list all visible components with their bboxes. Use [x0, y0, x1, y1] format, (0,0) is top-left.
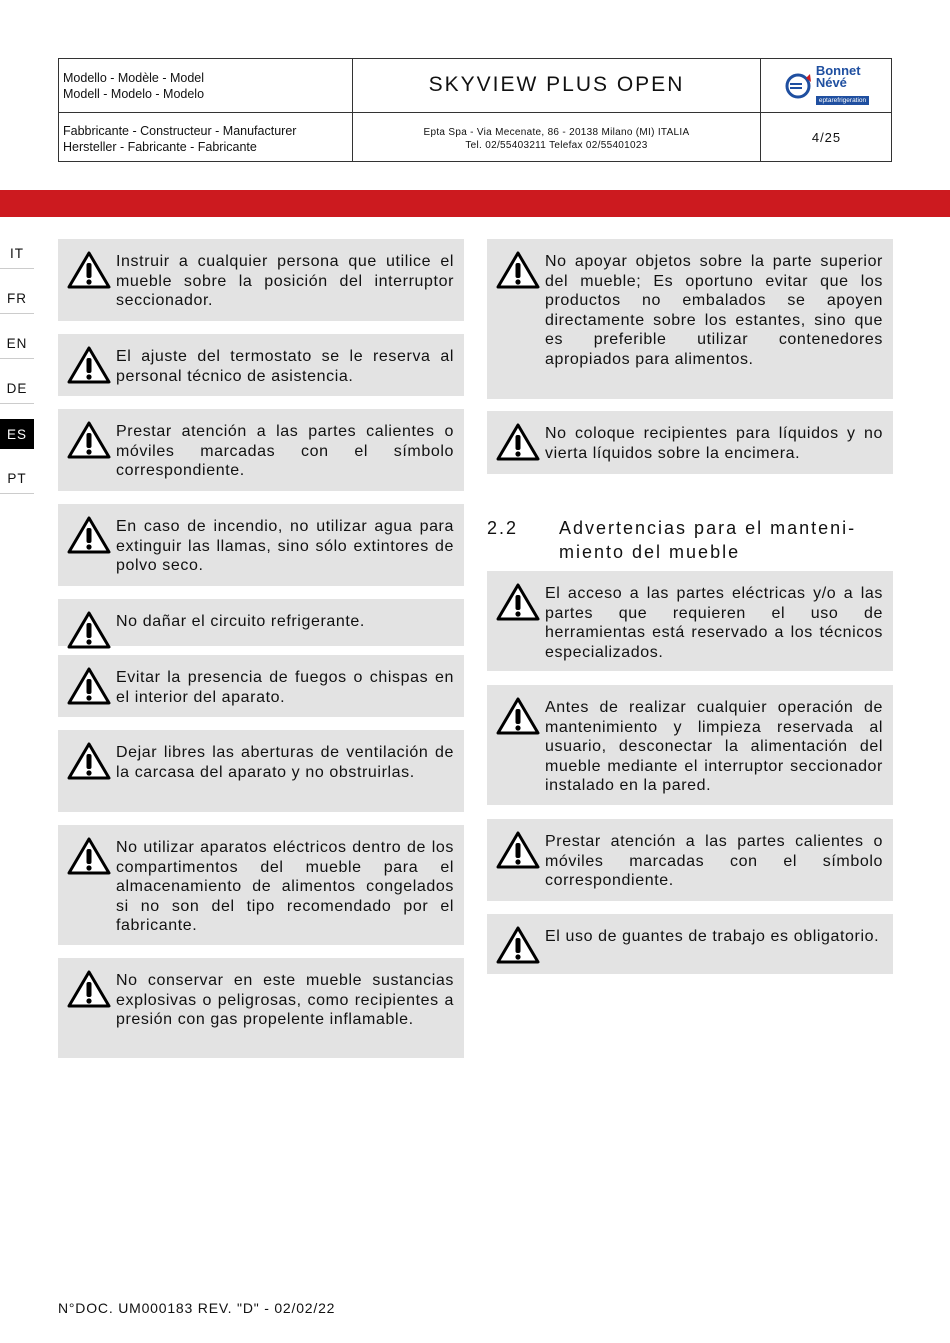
- warning-box: [487, 571, 893, 671]
- manufacturer-label-line: Hersteller - Fabricante - Fabricante: [63, 140, 257, 154]
- warning-text: En caso de incendio, no utilizar agua para extinguir las llamas, sino sólo extintores de polvo seco.: [116, 518, 454, 574]
- warning-triangle-icon: [496, 926, 540, 964]
- warning-text: No conservar en este mueble sustancias explosivas o peligrosas, como recipientes a presión con gas propelente inflamable.: [116, 972, 454, 1028]
- warning-box: [58, 599, 464, 646]
- warning-box: [58, 730, 464, 812]
- section-title-line: Advertencias para el manteni-: [559, 518, 857, 538]
- warning-triangle-icon: [496, 831, 540, 869]
- warning-box: [58, 409, 464, 491]
- warning-text: El uso de guantes de trabajo es obligatorio.: [545, 928, 880, 945]
- section-number: 2.2: [487, 518, 519, 538]
- warning-triangle-icon: [67, 667, 111, 705]
- warning-box: [487, 685, 893, 805]
- warning-text: Prestar atención a las partes calientes o móviles marcadas con el símbolo correspondiente.: [116, 423, 454, 479]
- warning-triangle-icon: [67, 970, 111, 1008]
- warning-triangle-icon: [67, 611, 111, 649]
- language-tab-it[interactable]: IT: [0, 239, 34, 269]
- warning-triangle-icon: [496, 697, 540, 735]
- warning-text: No apoyar objetos sobre la parte superior del mueble; Es oportuno evitar que los productos no embalados se apoyen directamente sobre los estantes, sino que es preferible utilizar contenedores apropiados para alimentos.: [545, 253, 883, 368]
- warning-text: Dejar libres las aberturas de ventilación de la carcasa del aparato y no obstruirlas.: [116, 744, 454, 781]
- warning-text: El acceso a las partes eléctricas y/o a las partes que requieren el uso de herramientas está reservado a los técnicos especializados.: [545, 585, 883, 661]
- model-name: SKYVIEW PLUS OPEN: [428, 73, 685, 96]
- document-header: [58, 58, 892, 162]
- logo-subtext: eptarefrigeration: [816, 96, 869, 105]
- manufacturer-label-line: Fabbricante - Constructeur - Manufacturer: [63, 124, 297, 138]
- model-label-line: Modello - Modèle - Model: [63, 71, 205, 85]
- warning-triangle-icon: [67, 346, 111, 384]
- section-heading: [487, 516, 857, 562]
- warning-text: No utilizar aparatos eléctricos dentro de los compartimentos del mueble para el almacenamiento de alimentos congelados si no son del tipo recomendado por el fabricante.: [116, 839, 454, 934]
- manufacturer-label: [63, 123, 351, 155]
- warning-box: [487, 819, 893, 901]
- warning-text: Evitar la presencia de fuegos o chispas en el interior del aparato.: [116, 669, 454, 706]
- brand-logo: [761, 59, 892, 112]
- language-tab-pt[interactable]: PT: [0, 464, 34, 494]
- document-number: N°DOC. UM000183 REV. "D" - 02/02/22: [58, 1300, 336, 1316]
- logo-text: Névé: [815, 74, 847, 90]
- manufacturer-info: [353, 126, 760, 152]
- warning-box: [58, 334, 464, 396]
- warning-text: No coloque recipientes para líquidos y no vierta líquidos sobre la encimera.: [545, 425, 883, 462]
- warning-text: El ajuste del termostato se le reserva al personal técnico de asistencia.: [116, 348, 454, 385]
- red-band: [0, 190, 950, 217]
- warning-triangle-icon: [496, 583, 540, 621]
- language-tab-en[interactable]: EN: [0, 329, 34, 359]
- warning-box: [487, 239, 893, 399]
- warning-triangle-icon: [67, 742, 111, 780]
- warning-triangle-icon: [67, 516, 111, 554]
- manufacturer-phone: Tel. 02/55403211 Telefax 02/55401023: [465, 140, 648, 151]
- warning-text: No dañar el circuito refrigerante.: [116, 613, 365, 630]
- page-number: 4/25: [811, 130, 842, 145]
- manufacturer-address: Epta Spa - Via Mecenate, 86 - 20138 Milano (MI) ITALIA: [423, 127, 690, 138]
- warning-box: [58, 825, 464, 945]
- warning-text: Instruir a cualquier persona que utilice el mueble sobre la posición del interruptor seccionador.: [116, 253, 454, 309]
- warning-triangle-icon: [67, 837, 111, 875]
- warning-triangle-icon: [496, 251, 540, 289]
- divider: [59, 112, 891, 113]
- warning-text: Prestar atención a las partes calientes o móviles marcadas con el símbolo correspondiente.: [545, 833, 883, 889]
- warning-box: [58, 239, 464, 321]
- language-tab-fr[interactable]: FR: [0, 284, 34, 314]
- model-label-line: Modell - Modelo - Modelo: [63, 87, 205, 101]
- warning-triangle-icon: [67, 251, 111, 289]
- logo-euro-icon: [784, 72, 812, 100]
- warning-box: [487, 411, 893, 474]
- warning-box: [58, 504, 464, 586]
- warning-text: Antes de realizar cualquier operación de mantenimiento y limpieza reservada al usuario, desconectar la alimentación del mueble mediante el interruptor seccionador instalado en la pared.: [545, 699, 883, 794]
- warning-triangle-icon: [67, 421, 111, 459]
- section-title-line: miento del mueble: [559, 542, 741, 562]
- logo-text: Bonnet: [815, 62, 861, 78]
- language-tab-de[interactable]: DE: [0, 374, 34, 404]
- warning-box: [58, 958, 464, 1058]
- language-tab-es[interactable]: ES: [0, 419, 34, 449]
- model-label: [63, 70, 351, 102]
- warning-box: [58, 655, 464, 717]
- warning-triangle-icon: [496, 423, 540, 461]
- warning-box: [487, 914, 893, 974]
